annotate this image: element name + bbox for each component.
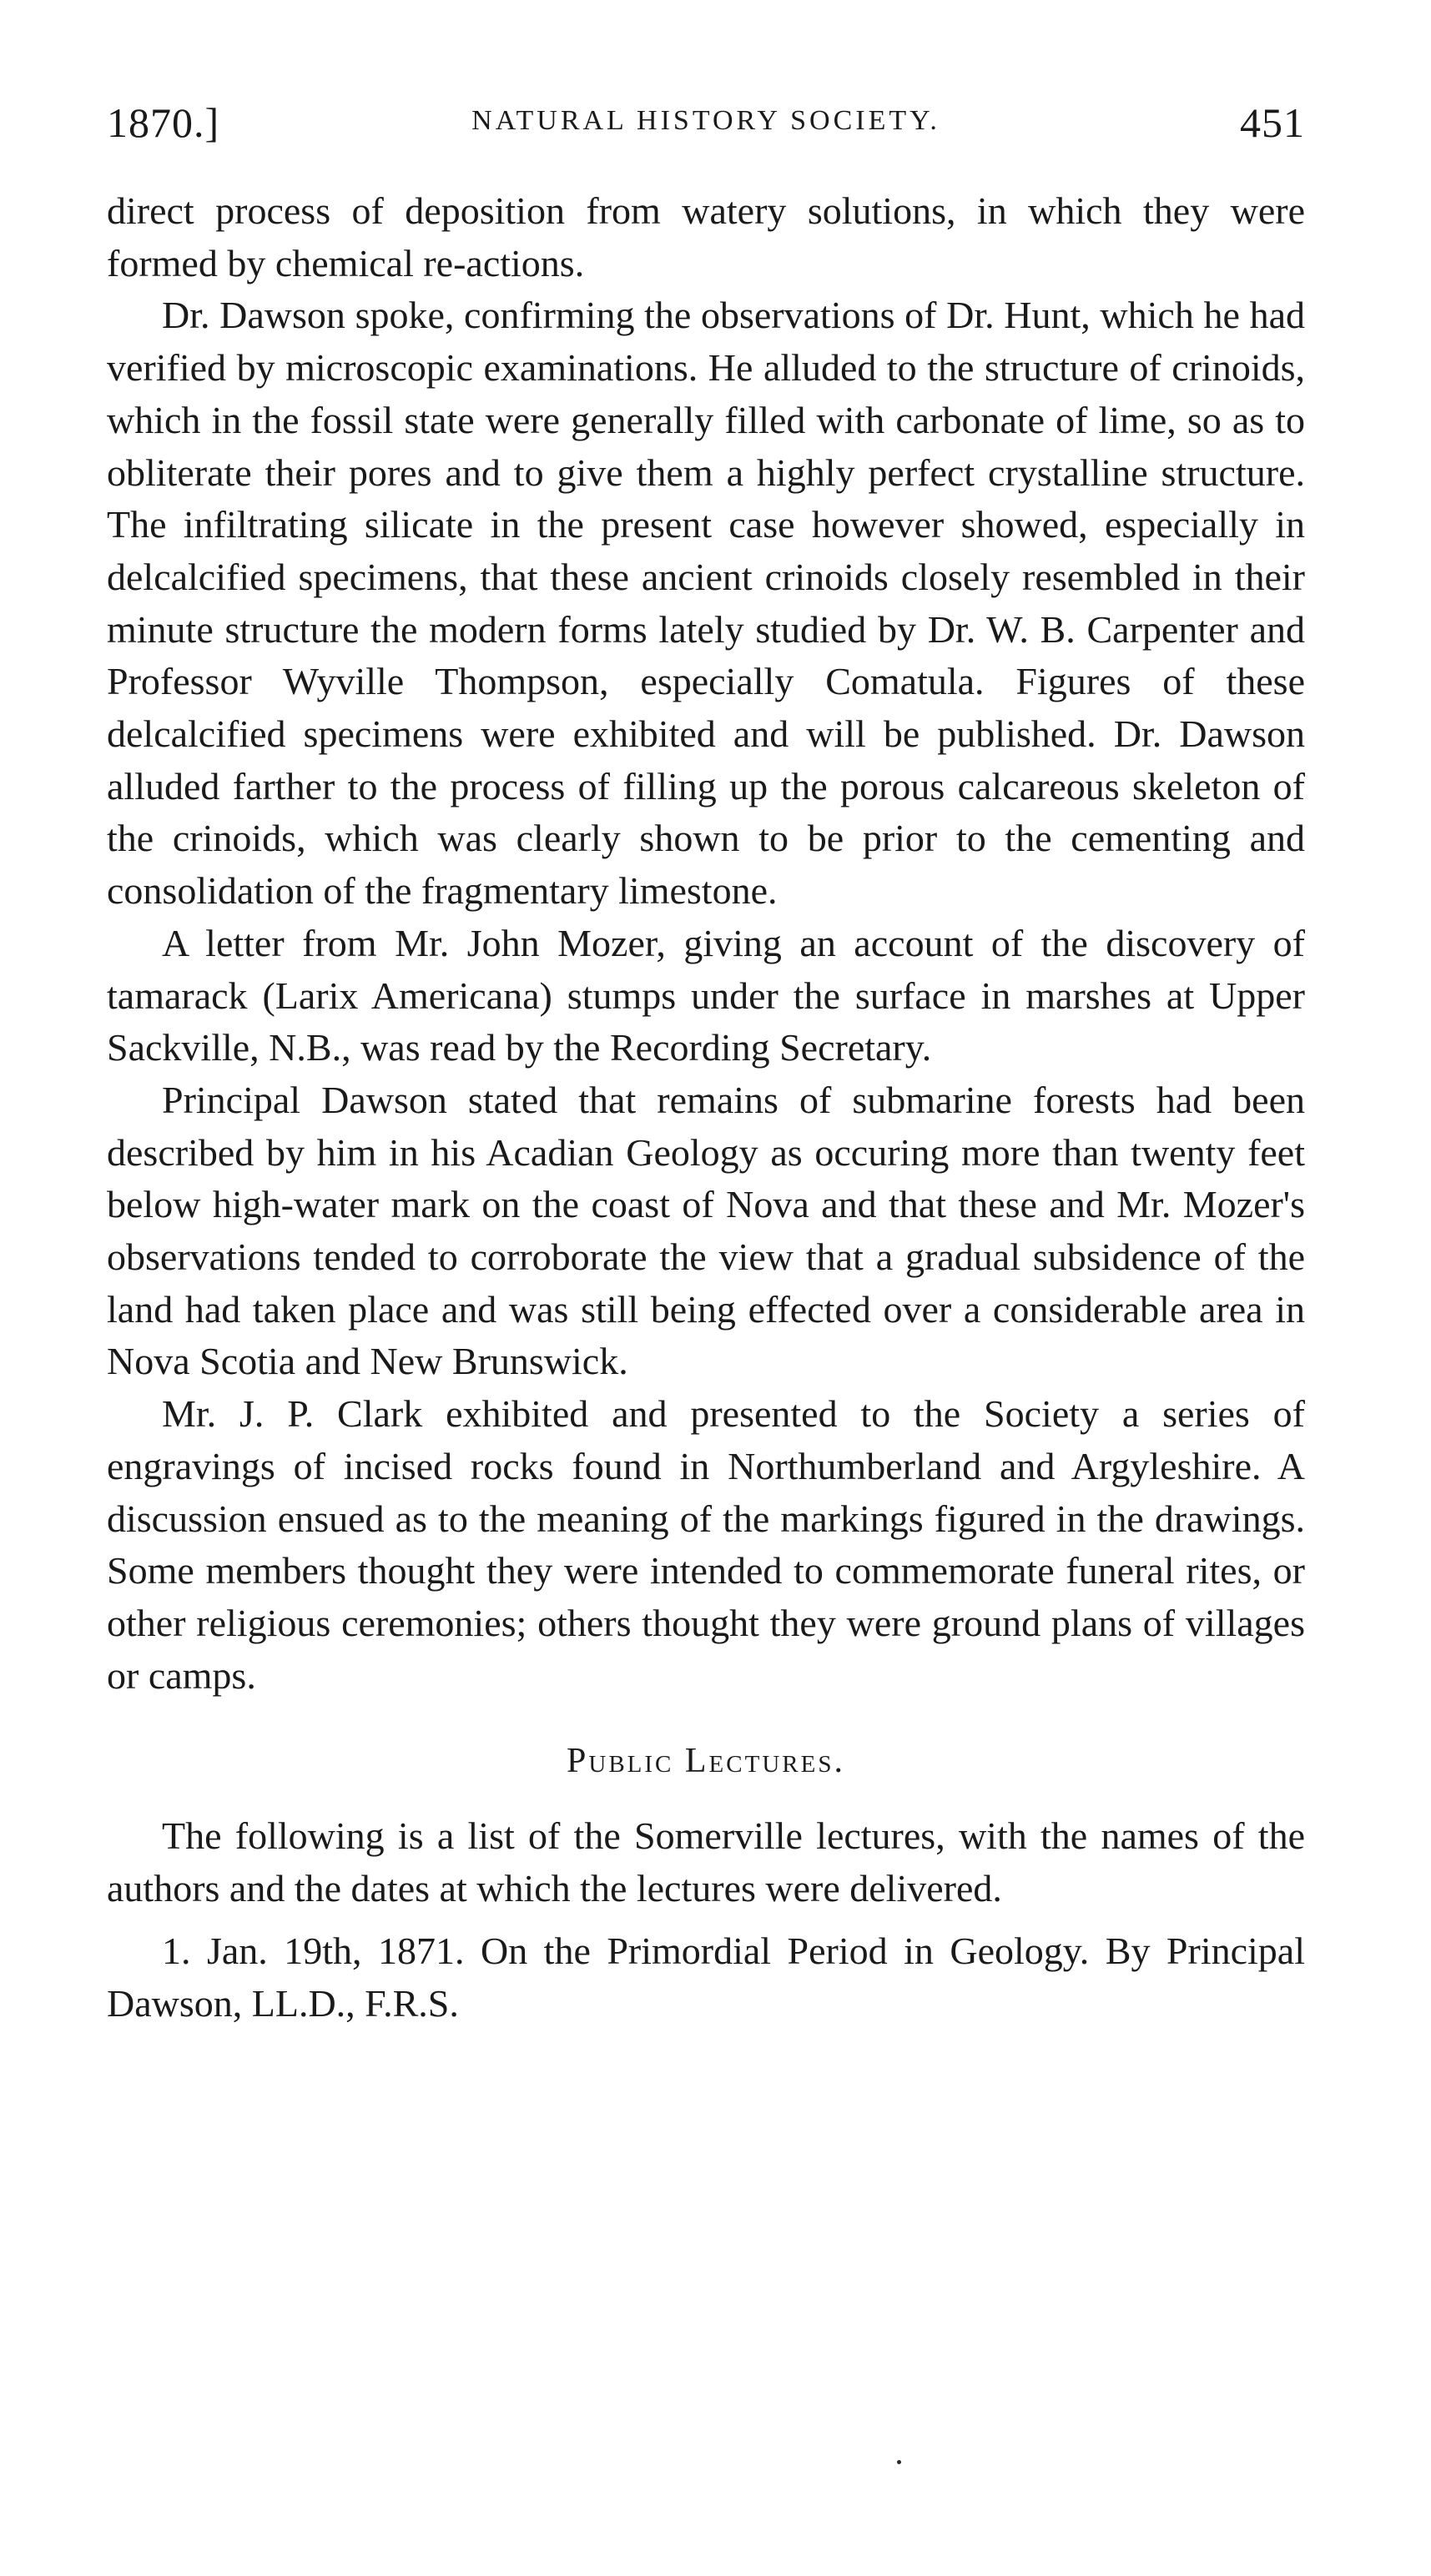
running-header xyxy=(107,98,1305,165)
header-year: 1870.] xyxy=(107,99,220,146)
paragraph-dawson-crinoids: Dr. Dawson spoke, confirming the observations of Dr. Hunt, which he had verified by microscopic examinations. He alluded to the structure of crinoids, which in the fossil state were generally filled with carbonate of lime, so as to obliterate their pores and to give them a highly perfect crystalline structure. The infiltrating silicate in the present case however showed, especially in delcalcified specimens, that these ancient crinoids closely resembled in their minute structure the modern forms lately studied by Dr. W. B. Carpenter and Professor Wyville Thompson, especially Comatula. Figures of these delcalcified specimens were exhibited and will be published. Dr. Dawson alluded farther to the process of filling up the porous calcareous skeleton of the crinoids, which was clearly shown to be prior to the cementing and consolidation of the fragmentary limestone. xyxy=(107,294,1305,913)
paragraph-submarine-forests: Principal Dawson stated that remains of submarine forests had been described by him in his Acadian Geology as occuring more than twenty feet below high-water mark on the coast of Nova and that these and Mr. Mozer's observations tended to corroborate the view that a gradual subsidence of the land had taken place and was still being effected over a considerable area in Nova Scotia and New Brunswick. xyxy=(107,1078,1305,1383)
lecture-list-item: 1. Jan. 19th, 1871. On the Primordial Period in Geology. By Principal Dawson, LL.D., F.R.S. xyxy=(107,1929,1305,2025)
page-body xyxy=(107,185,1305,2030)
paragraph-lectures-intro: The following is a list of the Somerville lectures, with the names of the authors and the dates at which the lectures were delivered. xyxy=(107,1814,1305,1910)
section-heading-public-lectures: Public Lectures. xyxy=(567,1742,845,1781)
paragraph-continuation: direct process of deposition from watery solutions, in which they were formed by chemical re-actions. xyxy=(107,189,1305,284)
stray-ink-dot xyxy=(897,2460,901,2464)
header-title: NATURAL HISTORY SOCIETY. xyxy=(471,105,940,136)
page-number: 451 xyxy=(1240,99,1305,146)
paragraph-mozer-letter: A letter from Mr. John Mozer, giving an account of the discovery of tamarack (Larix Americana) stumps under the surface in marshes at Upper Sackville, N.B., was read by the Recording Secretary. xyxy=(107,921,1305,1069)
paragraph-clark-engravings: Mr. J. P. Clark exhibited and presented to the Society a series of engravings of incised rocks found in Northumberland and Argyleshire. A discussion ensued as to the meaning of the markings figured in the drawings. Some members thought they were intended to commemorate funeral rites, or other religious ceremonies; others thought they were ground plans of villages or camps. xyxy=(107,1392,1305,1697)
